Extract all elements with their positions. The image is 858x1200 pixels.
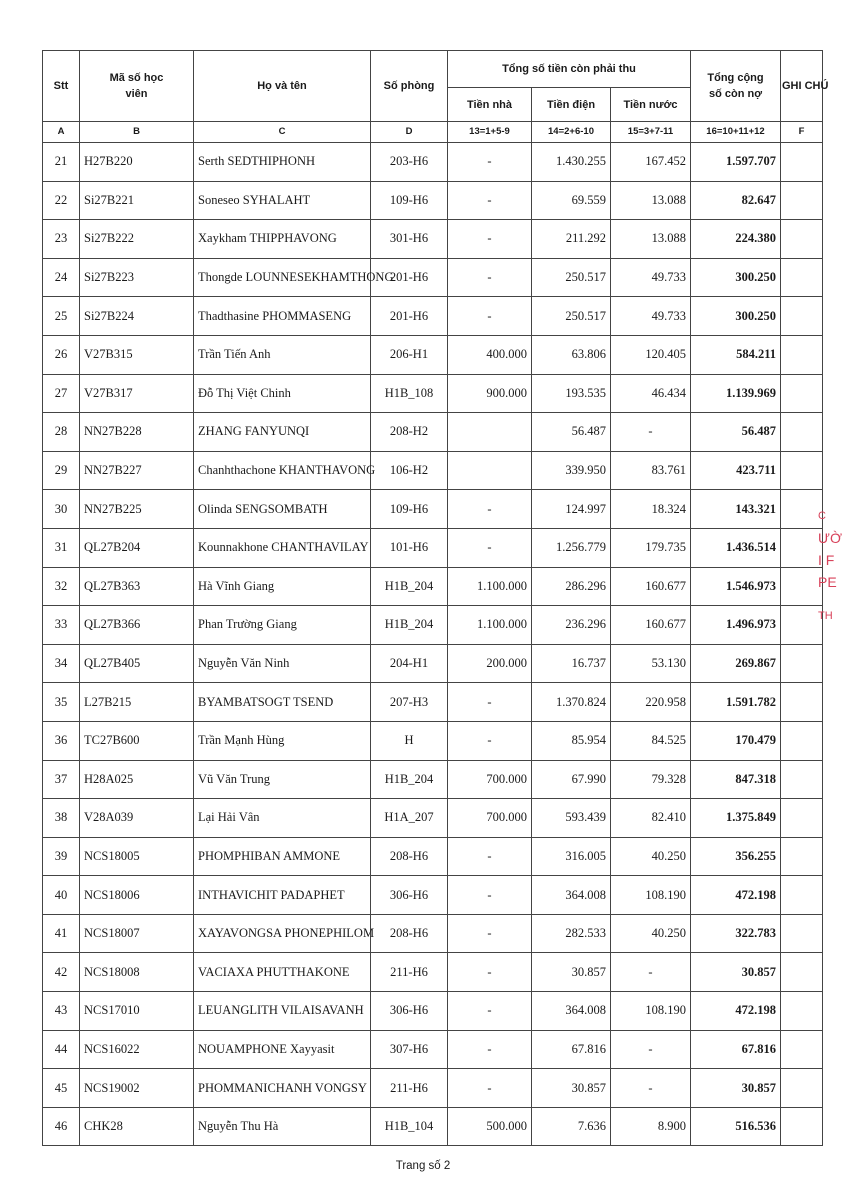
row-full-name: LEUANGLITH VILAISAVANH <box>194 992 371 1031</box>
row-electricity: 250.517 <box>532 297 611 336</box>
row-total: 56.487 <box>691 413 781 452</box>
row-full-name: Phan Trường Giang <box>194 606 371 645</box>
row-water: 13.088 <box>611 220 691 259</box>
row-note <box>781 683 823 722</box>
row-stt: 22 <box>43 181 80 220</box>
column-code: B <box>80 122 194 143</box>
row-student-code: CHK28 <box>80 1107 194 1146</box>
row-note <box>781 837 823 876</box>
row-stt: 25 <box>43 297 80 336</box>
row-note <box>781 181 823 220</box>
row-full-name: ZHANG FANYUNQI <box>194 413 371 452</box>
row-full-name: Soneseo SYHALAHT <box>194 181 371 220</box>
row-stt: 35 <box>43 683 80 722</box>
col-student-code-header: Mã số học viên <box>80 51 194 122</box>
row-electricity: 211.292 <box>532 220 611 259</box>
row-room: 106-H2 <box>371 451 448 490</box>
row-full-name: Serth SEDTHIPHONH <box>194 143 371 182</box>
row-total: 300.250 <box>691 297 781 336</box>
table-row <box>43 799 823 838</box>
row-note <box>781 567 823 606</box>
row-stt: 46 <box>43 1107 80 1146</box>
row-student-code: NCS18006 <box>80 876 194 915</box>
row-room: 109-H6 <box>371 181 448 220</box>
row-student-code: TC27B600 <box>80 721 194 760</box>
row-stt: 28 <box>43 413 80 452</box>
row-full-name: NOUAMPHONE Xayyasit <box>194 1030 371 1069</box>
row-water: 108.190 <box>611 876 691 915</box>
row-total: 472.198 <box>691 876 781 915</box>
row-electricity: 339.950 <box>532 451 611 490</box>
row-rent: 400.000 <box>448 335 532 374</box>
row-electricity: 7.636 <box>532 1107 611 1146</box>
row-water: 49.733 <box>611 258 691 297</box>
col-stt-header: Stt <box>43 51 80 122</box>
table-row <box>43 220 823 259</box>
row-electricity: 364.008 <box>532 992 611 1031</box>
row-rent: - <box>448 721 532 760</box>
row-electricity: 593.439 <box>532 799 611 838</box>
col-remaining-group-header: Tổng số tiền còn phải thu <box>448 51 691 88</box>
row-note <box>781 760 823 799</box>
row-note <box>781 451 823 490</box>
row-room: 306-H6 <box>371 876 448 915</box>
row-total: 143.321 <box>691 490 781 529</box>
row-stt: 37 <box>43 760 80 799</box>
row-stt: 31 <box>43 528 80 567</box>
row-total: 224.380 <box>691 220 781 259</box>
row-room: 211-H6 <box>371 1069 448 1108</box>
column-code: F <box>781 122 823 143</box>
row-full-name: INTHAVICHIT PADAPHET <box>194 876 371 915</box>
row-student-code: QL27B204 <box>80 528 194 567</box>
row-rent <box>448 413 532 452</box>
row-rent: - <box>448 297 532 336</box>
table-row <box>43 1107 823 1146</box>
row-room: 208-H6 <box>371 837 448 876</box>
column-code: 13=1+5-9 <box>448 122 532 143</box>
row-full-name: Thongde LOUNNESEKHAMTHONG <box>194 258 371 297</box>
row-room: 201-H6 <box>371 297 448 336</box>
row-total: 1.546.973 <box>691 567 781 606</box>
row-note <box>781 799 823 838</box>
row-rent: 1.100.000 <box>448 606 532 645</box>
row-total: 82.647 <box>691 181 781 220</box>
row-water: 83.761 <box>611 451 691 490</box>
col-electricity-header: Tiền điện <box>532 88 611 122</box>
row-note <box>781 143 823 182</box>
row-rent: 1.100.000 <box>448 567 532 606</box>
row-stt: 41 <box>43 914 80 953</box>
row-full-name: PHOMMANICHANH VONGSY <box>194 1069 371 1108</box>
row-electricity: 282.533 <box>532 914 611 953</box>
row-rent: 700.000 <box>448 799 532 838</box>
stamp-text: I F <box>818 552 835 568</box>
table-row <box>43 606 823 645</box>
row-room: H1B_204 <box>371 760 448 799</box>
row-total: 1.375.849 <box>691 799 781 838</box>
table-row <box>43 953 823 992</box>
row-student-code: NCS16022 <box>80 1030 194 1069</box>
row-water: 18.324 <box>611 490 691 529</box>
row-rent: 700.000 <box>448 760 532 799</box>
table-row <box>43 258 823 297</box>
col-water-header: Tiền nước <box>611 88 691 122</box>
row-rent: - <box>448 258 532 297</box>
row-rent: 900.000 <box>448 374 532 413</box>
row-electricity: 236.296 <box>532 606 611 645</box>
row-total: 516.536 <box>691 1107 781 1146</box>
row-electricity: 1.256.779 <box>532 528 611 567</box>
row-note <box>781 413 823 452</box>
row-room: H1B_108 <box>371 374 448 413</box>
row-note <box>781 606 823 645</box>
row-rent: - <box>448 181 532 220</box>
row-full-name: BYAMBATSOGT TSEND <box>194 683 371 722</box>
row-water: 8.900 <box>611 1107 691 1146</box>
row-total: 356.255 <box>691 837 781 876</box>
row-note <box>781 335 823 374</box>
row-student-code: Si27B222 <box>80 220 194 259</box>
row-room: H <box>371 721 448 760</box>
row-note <box>781 258 823 297</box>
row-student-code: H27B220 <box>80 143 194 182</box>
row-electricity: 124.997 <box>532 490 611 529</box>
table-row <box>43 721 823 760</box>
row-stt: 36 <box>43 721 80 760</box>
row-student-code: QL27B405 <box>80 644 194 683</box>
row-water: 82.410 <box>611 799 691 838</box>
row-electricity: 1.370.824 <box>532 683 611 722</box>
row-note <box>781 374 823 413</box>
col-name-header: Họ và tên <box>194 51 371 122</box>
row-water: 108.190 <box>611 992 691 1031</box>
row-full-name: Trần Mạnh Hùng <box>194 721 371 760</box>
row-note <box>781 721 823 760</box>
row-full-name: Olinda SENGSOMBATH <box>194 490 371 529</box>
row-full-name: Nguyễn Thu Hà <box>194 1107 371 1146</box>
row-water: 13.088 <box>611 181 691 220</box>
row-note <box>781 297 823 336</box>
row-water: - <box>611 953 691 992</box>
row-room: 307-H6 <box>371 1030 448 1069</box>
row-rent: - <box>448 992 532 1031</box>
row-stt: 45 <box>43 1069 80 1108</box>
column-code-row <box>43 122 823 143</box>
row-stt: 30 <box>43 490 80 529</box>
row-student-code: NN27B225 <box>80 490 194 529</box>
row-room: 208-H2 <box>371 413 448 452</box>
row-rent: 500.000 <box>448 1107 532 1146</box>
table-row <box>43 760 823 799</box>
table-row <box>43 644 823 683</box>
row-full-name: Trần Tiến Anh <box>194 335 371 374</box>
row-stt: 39 <box>43 837 80 876</box>
row-rent: - <box>448 837 532 876</box>
row-electricity: 1.430.255 <box>532 143 611 182</box>
row-rent: - <box>448 914 532 953</box>
row-electricity: 30.857 <box>532 1069 611 1108</box>
debt-rows <box>43 143 823 1146</box>
row-electricity: 30.857 <box>532 953 611 992</box>
page-footer: Trang số 2 <box>395 1160 451 1172</box>
row-rent: - <box>448 528 532 567</box>
row-student-code: V27B317 <box>80 374 194 413</box>
column-code: D <box>371 122 448 143</box>
row-student-code: NCS19002 <box>80 1069 194 1108</box>
row-note <box>781 953 823 992</box>
row-total: 1.597.707 <box>691 143 781 182</box>
stamp-text: PE <box>818 574 837 590</box>
row-student-code: V28A039 <box>80 799 194 838</box>
row-water: 46.434 <box>611 374 691 413</box>
row-water: 120.405 <box>611 335 691 374</box>
row-room: 306-H6 <box>371 992 448 1031</box>
column-code: 16=10+11+12 <box>691 122 781 143</box>
row-electricity: 316.005 <box>532 837 611 876</box>
row-total: 30.857 <box>691 953 781 992</box>
row-electricity: 193.535 <box>532 374 611 413</box>
row-room: 204-H1 <box>371 644 448 683</box>
table-row <box>43 451 823 490</box>
row-rent: - <box>448 683 532 722</box>
row-full-name: VACIAXA PHUTTHAKONE <box>194 953 371 992</box>
table-row <box>43 297 823 336</box>
row-total: 1.496.973 <box>691 606 781 645</box>
row-note <box>781 992 823 1031</box>
row-rent: - <box>448 1069 532 1108</box>
row-note <box>781 644 823 683</box>
row-student-code: Si27B221 <box>80 181 194 220</box>
row-stt: 33 <box>43 606 80 645</box>
row-stt: 32 <box>43 567 80 606</box>
row-stt: 38 <box>43 799 80 838</box>
row-note <box>781 220 823 259</box>
column-code: 14=2+6-10 <box>532 122 611 143</box>
row-total: 847.318 <box>691 760 781 799</box>
row-room: H1A_207 <box>371 799 448 838</box>
red-stamp-fragment <box>818 505 858 655</box>
row-water: - <box>611 1069 691 1108</box>
row-student-code: NN27B227 <box>80 451 194 490</box>
row-electricity: 56.487 <box>532 413 611 452</box>
column-code: C <box>194 122 371 143</box>
row-water: 40.250 <box>611 914 691 953</box>
row-room: 207-H3 <box>371 683 448 722</box>
table-row <box>43 374 823 413</box>
row-rent <box>448 451 532 490</box>
row-water: 79.328 <box>611 760 691 799</box>
row-room: 109-H6 <box>371 490 448 529</box>
row-electricity: 63.806 <box>532 335 611 374</box>
row-water: 220.958 <box>611 683 691 722</box>
row-rent: - <box>448 220 532 259</box>
row-water: 167.452 <box>611 143 691 182</box>
row-student-code: NCS18008 <box>80 953 194 992</box>
table-row <box>43 335 823 374</box>
table-row <box>43 413 823 452</box>
row-room: H1B_104 <box>371 1107 448 1146</box>
row-student-code: NCS17010 <box>80 992 194 1031</box>
row-water: - <box>611 413 691 452</box>
row-electricity: 286.296 <box>532 567 611 606</box>
row-water: 160.677 <box>611 606 691 645</box>
table-row <box>43 683 823 722</box>
row-electricity: 250.517 <box>532 258 611 297</box>
stamp-text: TH <box>818 610 833 622</box>
row-stt: 27 <box>43 374 80 413</box>
row-student-code: NN27B228 <box>80 413 194 452</box>
row-water: 84.525 <box>611 721 691 760</box>
row-water: 53.130 <box>611 644 691 683</box>
row-total: 30.857 <box>691 1069 781 1108</box>
row-electricity: 67.816 <box>532 1030 611 1069</box>
table-row <box>43 992 823 1031</box>
row-rent: - <box>448 953 532 992</box>
row-stt: 23 <box>43 220 80 259</box>
row-stt: 26 <box>43 335 80 374</box>
row-total: 584.211 <box>691 335 781 374</box>
row-room: 206-H1 <box>371 335 448 374</box>
stamp-text: C <box>818 510 826 522</box>
col-total-header: Tổng cộng số còn nợ <box>691 51 781 122</box>
row-stt: 42 <box>43 953 80 992</box>
row-electricity: 16.737 <box>532 644 611 683</box>
table-row <box>43 876 823 915</box>
table-row <box>43 143 823 182</box>
row-student-code: L27B215 <box>80 683 194 722</box>
row-stt: 40 <box>43 876 80 915</box>
row-student-code: V27B315 <box>80 335 194 374</box>
row-stt: 34 <box>43 644 80 683</box>
row-electricity: 85.954 <box>532 721 611 760</box>
row-rent: - <box>448 490 532 529</box>
row-note <box>781 490 823 529</box>
row-water: 49.733 <box>611 297 691 336</box>
row-room: 208-H6 <box>371 914 448 953</box>
row-electricity: 67.990 <box>532 760 611 799</box>
column-code: 15=3+7-11 <box>611 122 691 143</box>
row-note <box>781 1107 823 1146</box>
row-student-code: NCS18007 <box>80 914 194 953</box>
table-row <box>43 181 823 220</box>
row-room: H1B_204 <box>371 606 448 645</box>
row-total: 1.591.782 <box>691 683 781 722</box>
row-room: 101-H6 <box>371 528 448 567</box>
row-note <box>781 528 823 567</box>
row-room: 211-H6 <box>371 953 448 992</box>
row-rent: - <box>448 876 532 915</box>
row-total: 1.436.514 <box>691 528 781 567</box>
row-electricity: 69.559 <box>532 181 611 220</box>
row-full-name: XAYAVONGSA PHONEPHILOM <box>194 914 371 953</box>
table-row <box>43 528 823 567</box>
row-total: 170.479 <box>691 721 781 760</box>
row-student-code: Si27B224 <box>80 297 194 336</box>
row-note <box>781 876 823 915</box>
row-full-name: Xaykham THIPPHAVONG <box>194 220 371 259</box>
row-student-code: Si27B223 <box>80 258 194 297</box>
row-stt: 43 <box>43 992 80 1031</box>
row-water: 160.677 <box>611 567 691 606</box>
table-row <box>43 490 823 529</box>
row-rent: - <box>448 143 532 182</box>
row-total: 67.816 <box>691 1030 781 1069</box>
row-full-name: Nguyễn Văn Ninh <box>194 644 371 683</box>
table-row <box>43 914 823 953</box>
row-total: 423.711 <box>691 451 781 490</box>
row-stt: 44 <box>43 1030 80 1069</box>
row-full-name: Hà Vĩnh Giang <box>194 567 371 606</box>
row-full-name: Kounnakhone CHANTHAVILAY <box>194 528 371 567</box>
table-row <box>43 837 823 876</box>
row-note <box>781 1069 823 1108</box>
row-total: 300.250 <box>691 258 781 297</box>
row-electricity: 364.008 <box>532 876 611 915</box>
row-student-code: NCS18005 <box>80 837 194 876</box>
row-full-name: PHOMPHIBAN AMMONE <box>194 837 371 876</box>
column-code: A <box>43 122 80 143</box>
row-water: 40.250 <box>611 837 691 876</box>
col-room-header: Số phòng <box>371 51 448 122</box>
col-note-header: GHI CHÚ <box>781 51 823 122</box>
row-note <box>781 1030 823 1069</box>
row-full-name: Đỗ Thị Việt Chinh <box>194 374 371 413</box>
row-full-name: Chanhthachone KHANTHAVONG <box>194 451 371 490</box>
row-student-code: QL27B363 <box>80 567 194 606</box>
row-full-name: Thadthasine PHOMMASENG <box>194 297 371 336</box>
row-total: 269.867 <box>691 644 781 683</box>
row-water: - <box>611 1030 691 1069</box>
row-rent: 200.000 <box>448 644 532 683</box>
row-full-name: Lại Hải Vân <box>194 799 371 838</box>
table-row <box>43 1030 823 1069</box>
row-student-code: H28A025 <box>80 760 194 799</box>
row-water: 179.735 <box>611 528 691 567</box>
col-rent-header: Tiền nhà <box>448 88 532 122</box>
row-total: 322.783 <box>691 914 781 953</box>
row-total: 1.139.969 <box>691 374 781 413</box>
row-note <box>781 914 823 953</box>
row-room: 201-H6 <box>371 258 448 297</box>
table-row <box>43 1069 823 1108</box>
row-total: 472.198 <box>691 992 781 1031</box>
row-full-name: Vũ Văn Trung <box>194 760 371 799</box>
row-stt: 29 <box>43 451 80 490</box>
row-stt: 21 <box>43 143 80 182</box>
table-row <box>43 567 823 606</box>
row-room: 203-H6 <box>371 143 448 182</box>
row-room: H1B_204 <box>371 567 448 606</box>
row-rent: - <box>448 1030 532 1069</box>
row-student-code: QL27B366 <box>80 606 194 645</box>
row-room: 301-H6 <box>371 220 448 259</box>
row-stt: 24 <box>43 258 80 297</box>
stamp-text: ƯỜ <box>818 530 842 546</box>
header-row <box>43 51 823 88</box>
